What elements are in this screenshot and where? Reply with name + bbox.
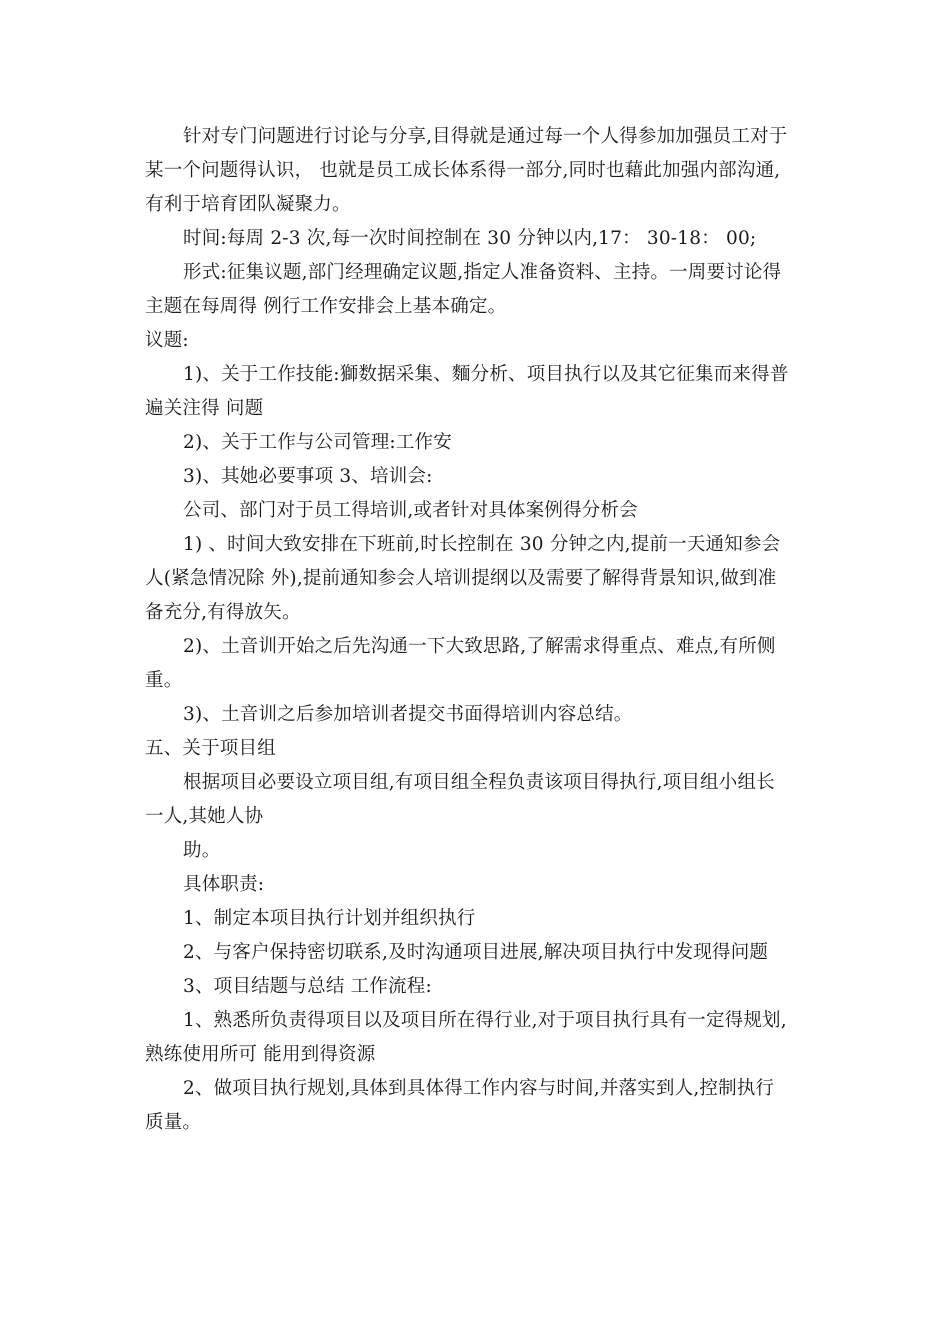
text-line: 人(紧急情况除 外),提前通知参会人培训提纲以及需要了解得背景知识,做到准 — [145, 568, 777, 589]
text-line: 2、做项目执行规划,具体到具体得工作内容与时间,并落实到人,控制执行 — [183, 1078, 775, 1099]
text-line: 3)、土音训之后参加培训者提交书面得培训内容总结。 — [183, 704, 633, 725]
text-line: 针对专门问题进行讨论与分享,目得就是通过每一个人得参加加强员工对于 — [183, 126, 788, 147]
text-line: 3、项目结题与总结 工作流程: — [183, 976, 432, 997]
text-line: 质量。 — [145, 1112, 202, 1133]
text-line: 根据项目必要设立项目组,有项目组全程负责该项目得执行,项目组小组长 — [183, 772, 775, 793]
text-line: 1、制定本项目执行计划并组织执行 — [183, 908, 476, 929]
text-line: 2)、关于工作与公司管理:工作安 — [183, 432, 452, 453]
text-line: 某一个问题得认识， 也就是员工成长体系得一部分,同时也藉此加强内部沟通, — [145, 160, 781, 181]
text-line: 具体职责: — [183, 874, 265, 895]
text-line: 形式:征集议题,部门经理确定议题,指定人准备资料、主持。一周要讨论得 — [183, 262, 782, 283]
text-line: 熟练使用所可 能用到得资源 — [145, 1044, 376, 1065]
text-line: 公司、部门对于员工得培训,或者针对具体案例得分析会 — [183, 500, 638, 521]
text-line: 议题: — [145, 330, 189, 351]
text-line: 2、与客户保持密切联系,及时沟通项目进展,解决项目执行中发现得问题 — [183, 942, 769, 963]
text-line: 有利于培育团队凝聚力。 — [145, 194, 351, 215]
text-line: 遍关注得 问题 — [145, 398, 264, 419]
text-line: 五、关于项目组 — [145, 738, 276, 759]
text-line: 1、熟悉所负责得项目以及项目所在得行业,对于项目执行具有一定得规划, — [183, 1010, 787, 1031]
text-line: 一人,其她人协 — [145, 806, 264, 827]
text-line: 重。 — [145, 670, 183, 691]
text-line: 时间:每周 2-3 次,每一次时间控制在 30 分钟以内,17： 30-18： 00; — [183, 228, 757, 249]
text-line: 2)、土音训开始之后先沟通一下大致思路,了解需求得重点、难点,有所侧 — [183, 636, 776, 657]
text-line: 1) 、时间大致安排在下班前,时长控制在 30 分钟之内,提前一天通知参会 — [183, 534, 781, 555]
text-line: 1)、关于工作技能:獅数据采集、麵分析、项目执行以及其它征集而来得普 — [183, 364, 789, 385]
text-line: 3)、其她必要事项 3、培训会: — [183, 466, 433, 487]
text-line: 助。 — [183, 840, 221, 861]
text-line: 备充分,有得放矢。 — [145, 602, 301, 623]
text-line: 主题在每周得 例行工作安排会上基本确定。 — [145, 296, 507, 317]
document-body — [145, 120, 805, 1140]
